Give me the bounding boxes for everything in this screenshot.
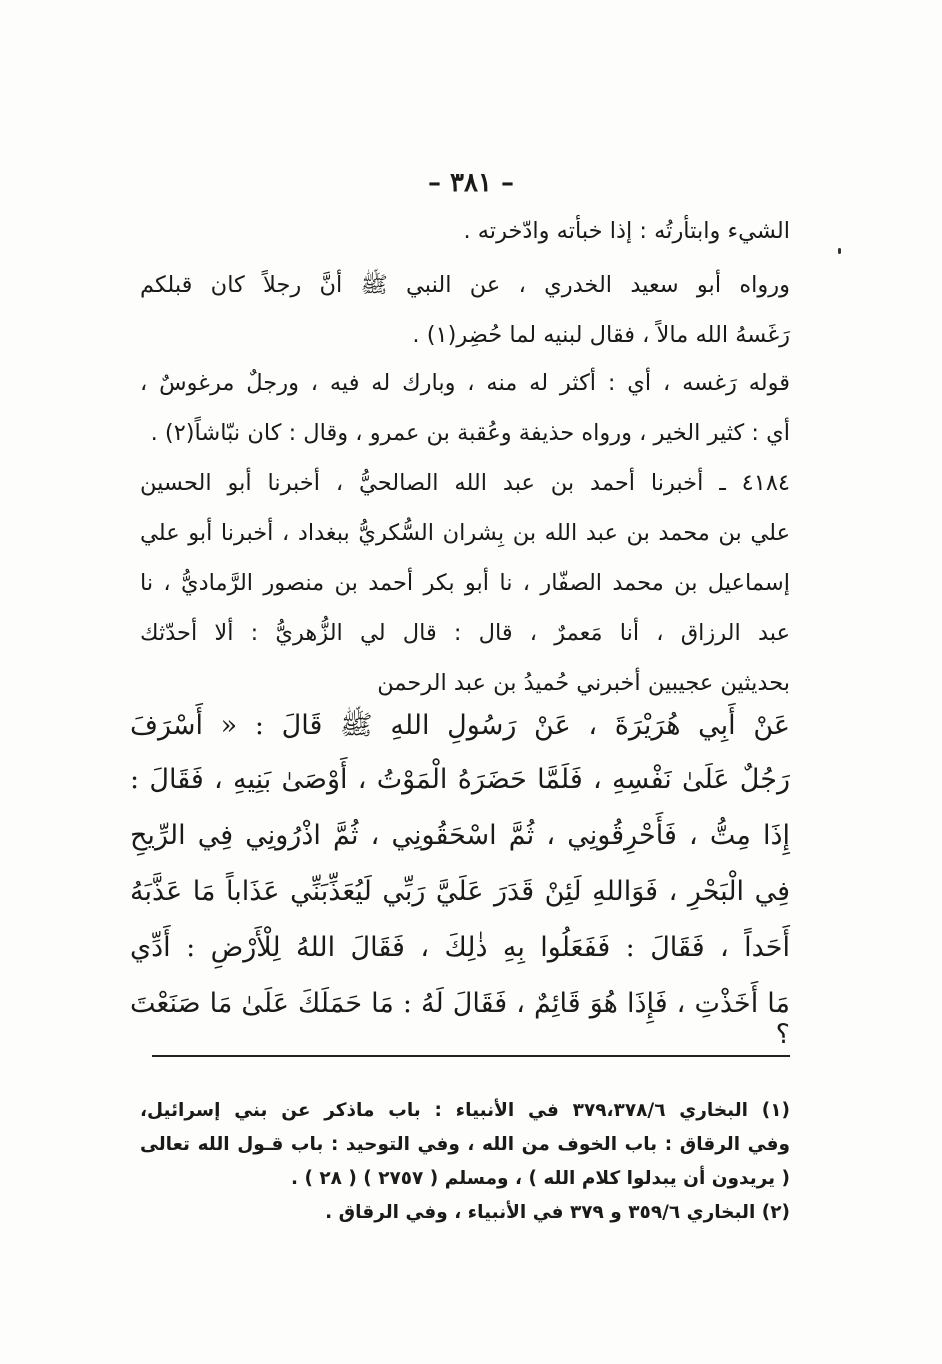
text-line: رَغَسهُ الله مالاً ، فقال لبنيه لما حُضِر(١) . <box>412 322 790 348</box>
text-line: ٤١٨٤ ـ أخبرنا أحمد بن عبد الله الصالحيُّ ، أخبرنا أبو الحسين <box>140 470 790 496</box>
footnote-line: وفي الرقاق : باب الخوف من الله ، وفي التوحيد : باب قـول الله تعالى <box>140 1134 790 1155</box>
page-number: – ٣٨١ – <box>427 168 515 198</box>
footnote-separator <box>152 1055 790 1057</box>
text-line: بحديثين عجيبين أخبرني حُميدُ بن عبد الرحمن <box>377 670 790 696</box>
hadith-line: عَنْ أَبِي هُرَيْرَةَ ، عَنْ رَسُولِ اللهِ ﷺ قَالَ : « أَسْرَفَ <box>130 710 790 741</box>
text-line: أي : كثير الخير ، ورواه حذيفة وعُقبة بن عمرو ، وقال : كان نبّاشاً(٢) . <box>150 420 790 446</box>
scan-speck <box>838 248 841 254</box>
hadith-line: رَجُلٌ عَلَىٰ نَفْسِهِ ، فَلَمَّا حَضَرَهُ الْمَوْتُ ، أَوْصَىٰ بَنِيهِ ، فَقَالَ : <box>130 764 790 795</box>
footnote-line: (٢) البخاري ٣٥٩/٦ و ٣٧٩ في الأنبياء ، وفي الرقاق . <box>325 1202 790 1223</box>
text-line: الشيء وابتأرتُه : إذا خبأته وادّخرته . <box>463 218 790 244</box>
hadith-line: إِذَا مِتُّ ، فَأَحْرِقُونِي ، ثُمَّ اسْحَقُونِي ، ثُمَّ اذْرُونِي فِي الرِّيحِ <box>130 820 790 851</box>
text-line: عبد الرزاق ، أنا مَعمرٌ ، قال : قال لي الزُّهريُّ : ألا أحدّثك <box>140 620 790 646</box>
text-line: علي بن محمد بن عبد الله بن بِشران السُّكريُّ ببغداد ، أخبرنا أبو علي <box>140 520 790 546</box>
footnote-line: (١) البخاري ٣٧٩،٣٧٨/٦ في الأنبياء : باب ماذكر عن بني إسرائيل، <box>140 1100 790 1121</box>
hadith-line: أَحَداً ، فَقَالَ : فَفَعَلُوا بِهِ ذٰلِكَ ، فَقَالَ اللهُ لِلْأَرْضِ : أَدِّي <box>130 932 790 963</box>
text-line: إسماعيل بن محمد الصفّار ، نا أبو بكر أحمد بن منصور الرَّماديُّ ، نا <box>140 570 790 596</box>
hadith-line: فِي الْبَحْرِ ، فَوَاللهِ لَئِنْ قَدَرَ عَلَيَّ رَبِّي لَيُعَذِّبَنِّي عَذَاباً مَا عَذَّبَهُ <box>130 876 790 907</box>
text-line: ورواه أبو سعيد الخدري ، عن النبي ﷺ أنَّ رجلاً كان قبلكم <box>140 272 790 298</box>
hadith-line: مَا أَخَذْتِ ، فَإِذَا هُوَ قَائِمٌ ، فَقَالَ لَهُ : مَا حَمَلَكَ عَلَىٰ مَا صَنَعْتَ ؟ <box>130 988 790 1050</box>
footnote-line: ( يريدون أن يبدلوا كلام الله ) ، ومسلم ( ٢٧٥٧ ) ( ٢٨ ) . <box>290 1168 790 1189</box>
text-line: قوله رَغسه ، أي : أكثر له منه ، وبارك له فيه ، ورجلٌ مرغوسٌ ، <box>140 370 790 396</box>
